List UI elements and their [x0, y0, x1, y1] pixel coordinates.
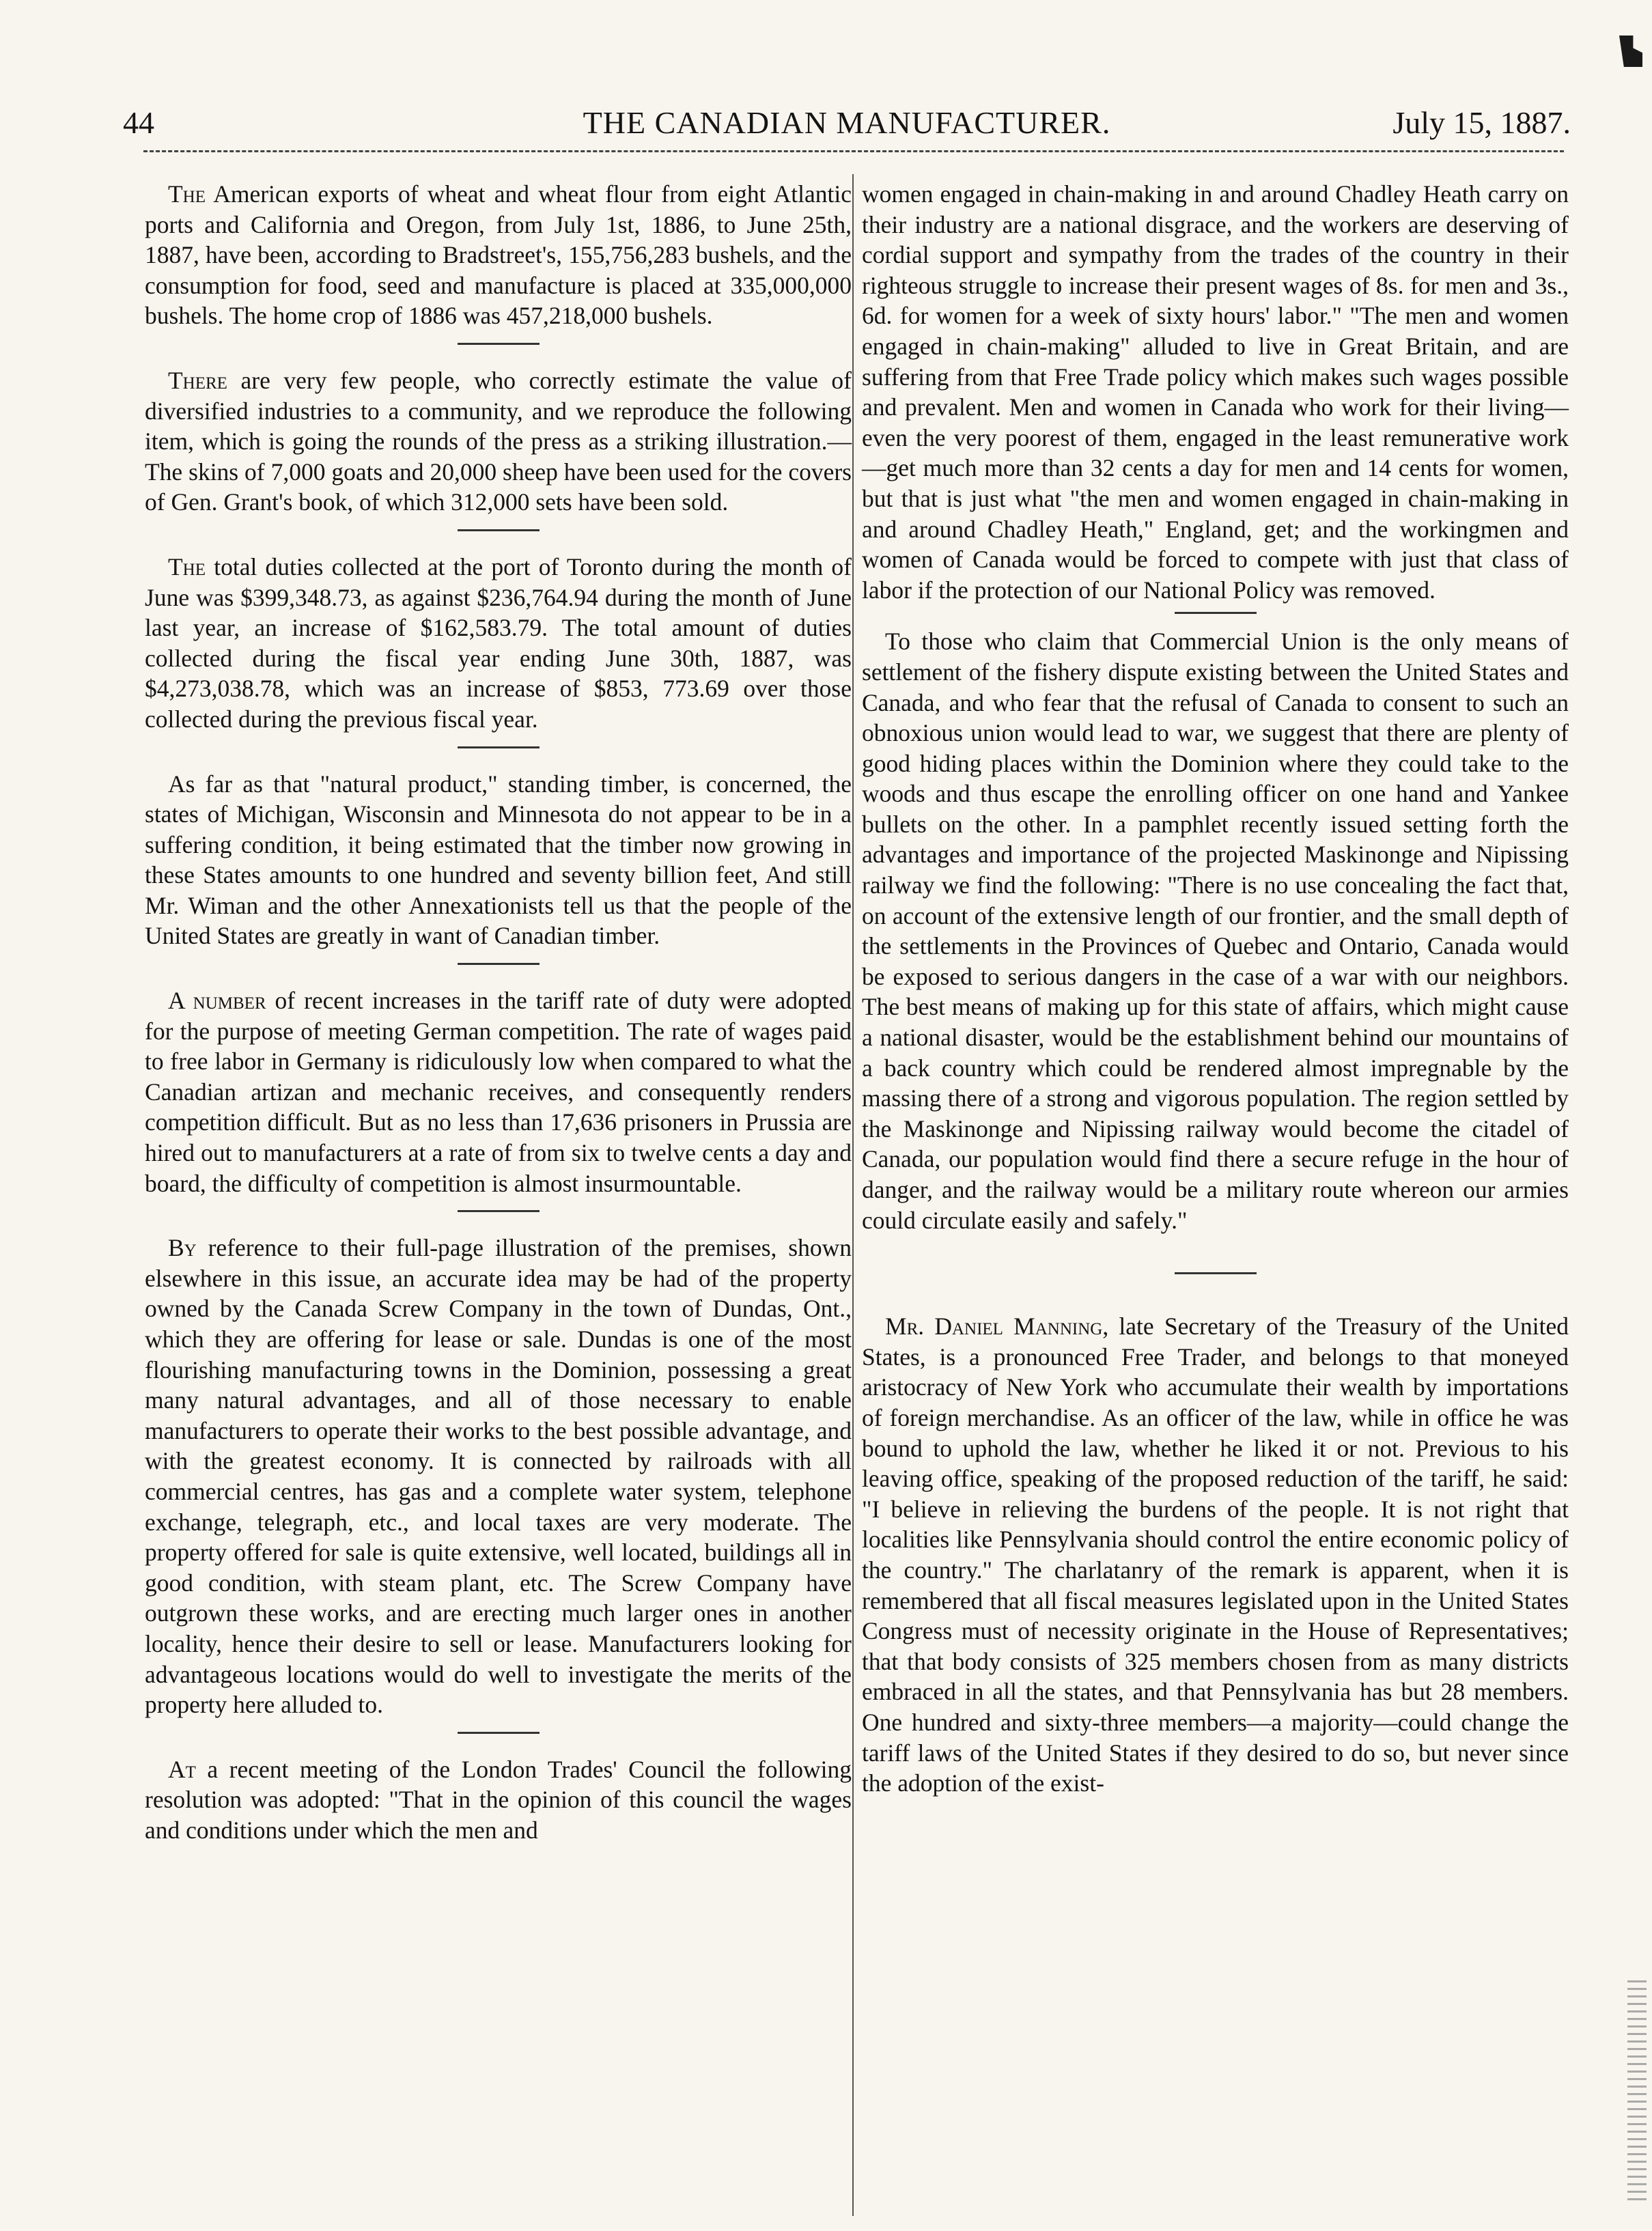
separator-rule [458, 963, 540, 965]
page-number: 44 [123, 105, 154, 140]
article-text: of recent increases in the tariff rate of duty were adopted for the purpose of meeting German competition. The rate of wages paid to free labor in Germany is ridiculously low when compared to what the Canadian artizan and mechanic receives, and consequently renders competition difficult. But as no less than 17,636 prisoners in Prussia are hired out to manufacturers at a rate of from six to twelve cents a day and board, the difficulty of competition is almost insurmountable. [145, 987, 852, 1197]
separator-rule [458, 529, 540, 531]
article-text: American exports of wheat and wheat flour from eight Atlantic ports and California and Oregon, from July 1st, 1886, to June 25th, 1887, have been, according to Bradstreet's, 155,756,283 bushels, and the consumption for food, seed and manufacture is placed at 335,000,000 bushels. The home crop of 1886 was 457,218,000 bushels. [145, 180, 852, 330]
left-column [145, 179, 852, 1846]
lead-word: The [168, 180, 206, 208]
separator-rule [458, 1210, 540, 1212]
article-text: are very few people, who correctly estimate the value of diversified industries to a community, and we reproduce the following item, which is going the rounds of the press as a striking illustration.—The skins of 7,000 goats and 20,000 sheep have been used for the covers of Gen. Grant's book, of which 312,000 sets have been sold. [145, 366, 852, 516]
article-text: reference to their full-page illustration of the premises, shown elsewhere in this issue, an accurate idea may be had of the property owned by the Canada Screw Company in the town of Dundas, Ont., which they are offering for lease or sale. Dundas is one of the most flourishing manufacturing towns in the Dominion, possessing a great many natural advantages, and all of those necessary to enable manufacturers to operate their works to the best possible advantage, and with the greatest economy. It is connected by railroads with all commercial centres, has gas and a complete water system, telephone exchange, telegraph, etc., and local taxes are very moderate. The property offered for sale is quite extensive, well located, buildings all in good condition, with steam plant, etc. The Screw Company have outgrown these works, and are erecting much larger ones in another locality, hence their desire to sell or lease. Manufacturers looking for advantageous locations would do well to investigate the merits of the property here alluded to. [145, 1234, 852, 1719]
article-text: total duties collected at the port of Toronto during the month of June was $399,348.73, as against $236,764.94 during the month of June last year, an increase of $162,583.79. The total amount of duties collected during the fiscal year ending June 30th, 1887, was $4,273,038.78, which was an increase of $853, 773.69 over those collected during the previous fiscal year. [145, 552, 852, 733]
separator-rule [458, 343, 540, 345]
column-divider [852, 174, 854, 2216]
lead-word: There [168, 366, 227, 394]
header-rule [143, 150, 1564, 152]
article-text: As far as that "natural product," standing timber, is concerned, the states of Michigan, Wisconsin and Minnesota do not appear to be in a suffering condition, it being estimated that the timber now growing in these States amounts to one hundred and seventy billion feet, And still Mr. Wiman and the other Annexationists tell us that the people of the United States are greatly in want of Canadian timber. [145, 770, 852, 950]
article-text: women engaged in chain-making in and around Chadley Heath carry on their industry are a national disgrace, and the workers are deserving of cordial support and sympathy from the trades of the country in their righteous struggle to increase their present wages of 8s. for men and 3s., 6d. for women for a week of sixty hours' labor." "The men and women engaged in chain-making" alluded to live in Great Britain, and are suffering from that Free Trade policy which makes such wages possible and prevalent. Men and women in Canada who work for their living—even the very poorest of them, engaged in the least remunerative work—get much more than 32 cents a day for men and 14 cents for women, but that is just what "the men and women engaged in chain-making in and around Chadley Heath," England, get; and the workingmen and women of Canada would be forced to compete with just that class of labor if the protection of our National Policy was removed. [862, 180, 1569, 604]
article-canada-screw-company [145, 1233, 852, 1720]
lead-word: At [168, 1755, 196, 1783]
article-diversified-industries [145, 365, 852, 518]
article-toronto-duties [145, 552, 852, 735]
article-chain-making-continued [862, 179, 1569, 605]
separator-rule [458, 1732, 540, 1734]
page-header [123, 92, 1571, 140]
publication-title: THE CANADIAN MANUFACTURER. [583, 105, 1111, 140]
scan-edge-speckle [1627, 1980, 1647, 2206]
article-london-trades-council [145, 1754, 852, 1846]
article-standing-timber [145, 769, 852, 952]
lead-word: By [168, 1234, 197, 1262]
article-text: late Secretary of the Treasury of the United States, is a pronounced Free Trader, and belongs to that moneyed aristocracy of New York who accumulate their wealth by importations of foreign merchandise. As an officer of the law, while in office he was bound to uphold the law, whether he liked it or not. Previous to his leaving office, speaking of the proposed reduction of the tariff, he said: "I believe in relieving the burdens of the people. It is not right that localities like Pennsylvania should control the entire economic policy of the country." The charlatanry of the remark is apparent, when it is remembered that all fiscal measures legislated upon in the United States Congress must of necessity originate in the House of Representatives; that that body consists of 325 members chosen from as many districts embraced in all the states, and that Pennsylvania has but 28 members. One hundred and sixty-three members—a majority—could change the tariff laws of the United States if they desired to do so, but never since the adoption of the exist- [862, 1313, 1569, 1797]
article-text: a recent meeting of the London Trades' Council the following resolution was adopted: "That in the opinion of this council the wages and conditions under which the men and [145, 1755, 852, 1844]
article-daniel-manning [862, 1311, 1569, 1799]
article-commercial-union [862, 626, 1569, 1235]
separator-rule [458, 746, 540, 748]
right-column [862, 179, 1569, 1799]
issue-date: July 15, 1887. [1392, 105, 1571, 140]
lead-word: A number [168, 987, 266, 1015]
separator-rule [1175, 1272, 1257, 1274]
article-german-competition [145, 985, 852, 1198]
lead-word: The [168, 552, 206, 580]
article-text: To those who claim that Commercial Union is the only means of settlement of the fishery dispute existing between the United States and Canada, and who fear that the refusal of Canada to consent to such an obnoxious union would lead to war, we suggest that there are plenty of good hiding places within the Dominion where they could take to the woods and thus escape the enrolling officer on one hand and Yankee bullets on the other. In a pamphlet recently issued setting forth the advantages and importance of the projected Maskinonge and Nipissing railway we find the following: "There is no use concealing the fact that, on account of the extensive length of our frontier, and the small depth of the settlements in the Provinces of Quebec and Ontario, Canada would be exposed to serious dangers in the case of a war with our neighbors. The best means of making up for this state of affairs, which might cause a national disaster, would be the establishment behind our mountains of a back country which could be rendered almost impregnable by the massing there of a strong and vigorous population. The region settled by the Maskinonge and Nipissing railway would become the citadel of Canada, our population would find there a secure refuge in the hour of danger, and the railway would be a military route whereon our armies could circulate easily and safely." [862, 628, 1569, 1234]
article-wheat-exports [145, 179, 852, 331]
scan-edge-mark [1619, 36, 1642, 67]
lead-word: Mr. Daniel Manning, [885, 1313, 1109, 1341]
separator-rule [1175, 612, 1257, 614]
